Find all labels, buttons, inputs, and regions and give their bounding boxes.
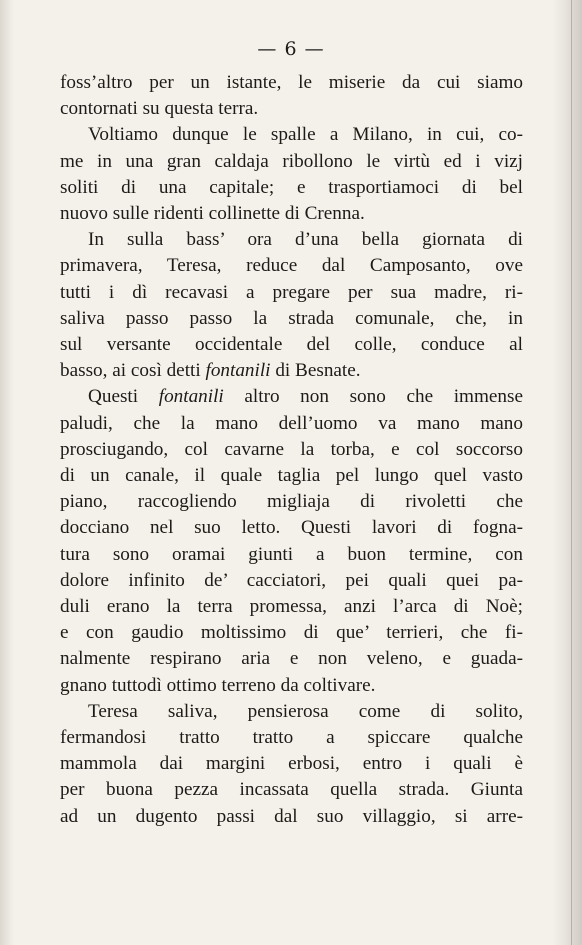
text-line: me in una gran caldaja ribollono le virtù ed i vizj xyxy=(60,150,523,172)
text-line: sul versante occidentale del colle, conduce al xyxy=(60,334,523,356)
text-run: di Besnate. xyxy=(270,360,361,382)
paragraph-1 xyxy=(60,70,523,122)
text-line: In sulla bass’ ora d’una bella giornata di xyxy=(88,229,523,251)
text-line: Teresa saliva, pensierosa come di solito, xyxy=(88,700,523,722)
text-line: mammola dai margini erbosi, entro i quali è xyxy=(60,753,523,775)
text-line: primavera, Teresa, reduce dal Camposanto, ove xyxy=(60,255,523,277)
text-line: soliti di una capitale; e trasportiamoci di bel xyxy=(60,176,523,198)
paragraph-5 xyxy=(60,699,523,830)
paragraph-2 xyxy=(60,122,523,227)
italic-term: fontanili xyxy=(158,386,224,408)
italic-term: fontanili xyxy=(205,360,271,382)
text-line: tutti i dì recavasi a pregare per sua madre, ri- xyxy=(60,281,523,303)
text-line: ad un dugento passi dal suo villaggio, si arre- xyxy=(60,805,523,827)
text-line: e con gaudio moltissimo di que’ terrieri, che fi- xyxy=(60,622,523,644)
text-line: docciano nel suo letto. Questi lavori di fogna- xyxy=(60,517,523,539)
text-run: altro non sono che immense xyxy=(223,386,523,408)
text-line: foss’altro per un istante, le miserie da cui siamo xyxy=(60,72,523,93)
text-run: Questi xyxy=(88,386,159,408)
page-edge-shadow xyxy=(552,0,582,945)
paragraph-4 xyxy=(60,384,523,698)
text-line: piano, raccogliendo migliaja di rivoletti che xyxy=(60,491,523,513)
text-line: gnano tuttodì ottimo terreno da coltivare. xyxy=(60,674,376,696)
text-line xyxy=(60,384,523,410)
page-number: — 6 — xyxy=(257,38,325,60)
paragraph-3 xyxy=(60,227,523,384)
text-line: prosciugando, col cavarne la torba, e col soccorso xyxy=(60,438,523,460)
text-line xyxy=(60,358,523,384)
text-line: paludi, che la mano dell’uomo va mano mano xyxy=(60,412,523,434)
text-line: per buona pezza incassata quella strada. Giunta xyxy=(60,779,523,801)
text-line: di un canale, il quale taglia pel lungo quel vasto xyxy=(60,465,523,487)
text-line: tura sono oramai giunti a buon termine, con xyxy=(60,543,523,565)
page-gutter-shadow xyxy=(0,0,14,945)
text-run: basso, ai così detti xyxy=(60,360,206,382)
text-line: nuovo sulle ridenti collinette di Crenna. xyxy=(60,203,365,225)
text-line: nalmente respirano aria e non veleno, e guada- xyxy=(60,648,523,670)
body-text xyxy=(60,70,523,830)
text-line: fermandosi tratto tratto a spiccare qualche xyxy=(60,727,523,749)
text-line: contornati su questa terra. xyxy=(60,98,259,120)
text-line: saliva passo passo la strada comunale, che, in xyxy=(60,307,523,329)
text-line: duli erano la terra promessa, anzi l’arca di Noè; xyxy=(60,596,523,618)
text-line: Voltiamo dunque le spalle a Milano, in cui, co- xyxy=(88,124,523,146)
text-line: dolore infinito de’ cacciatori, pei quali quei pa- xyxy=(60,569,523,591)
